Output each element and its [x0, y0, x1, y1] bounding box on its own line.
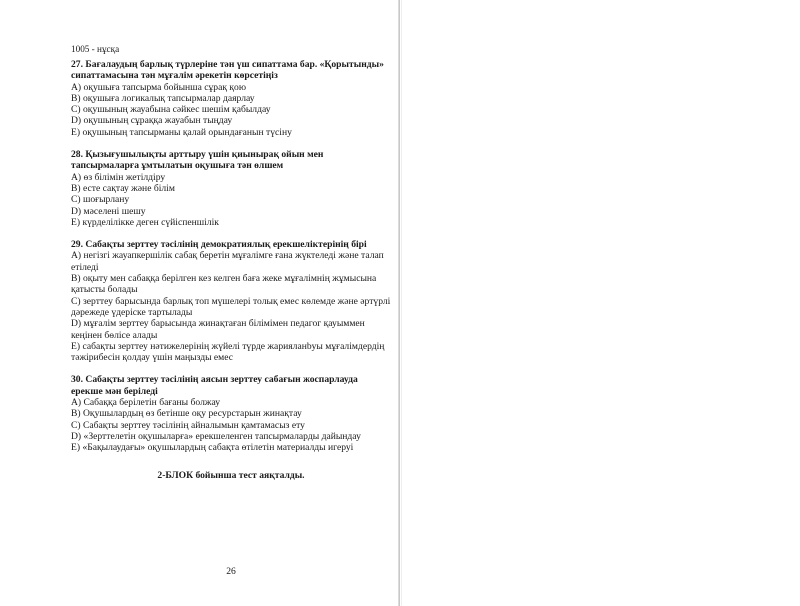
question-text: 29. Сабақты зерттеу тәсілінің демократиялық ерекшеліктерінің бірі — [71, 239, 367, 251]
question-29 — [71, 239, 391, 363]
answer-option-a: A) Сабаққа берілетін бағаны болжау — [71, 397, 221, 409]
answer-option-e: E) оқушының тапсырманы қалай орындағанын түсіну — [71, 126, 292, 138]
block-end-notice: 2-БЛОК бойынша тест аяқталды. — [157, 470, 305, 481]
answer-option-c: C) зерттеу барысында барлық топ мүшелері толық емес көлемде және әртүрлі дәрежеде үдеріске тартылады — [71, 295, 391, 318]
variant-label: 1005 - нұсқа — [71, 44, 120, 54]
question-text: 27. Бағалаудың барлық түрлеріне тән үш сипаттама бар. «Қорытынды» сипаттамасына тән мұғалім әрекетін көрсетіңіз — [71, 59, 384, 82]
left-page-content — [71, 44, 391, 454]
answer-option-b: B) оқушыға логикалық тапсырмалар даярлау — [71, 92, 255, 104]
question-text: 28. Қызығушылықты арттыру үшін қиынырақ ойын мен тапсырмаларға ұмтылатын оқушыға тән өлшем — [71, 149, 324, 172]
page-fold-divider — [398, 0, 400, 606]
answer-option-e: E) «Бақылаудағы» оқушылардың сабақта өтілетін материалды игеруі — [71, 442, 354, 454]
answer-option-a: A) оқушыға тапсырма бойынша сұрақ қою — [71, 81, 247, 93]
answer-option-d: D) «Зерттелетін оқушыларға» ерекшеленген тапсырмаларды дайындау — [71, 430, 361, 442]
answer-option-b: B) оқыту мен сабаққа берілген кез келген баға жеке мұғалімнің жұмысына қатысты болады — [71, 273, 377, 296]
answer-option-d: D) мұғалім зерттеу барысында жинақтаған білімімен педагог қауыммен кеңінен бөлісе алады — [71, 318, 365, 341]
answer-option-e: E) күрделілікке деген сүйіспеншілік — [71, 216, 219, 228]
question-30 — [71, 374, 391, 453]
answer-option-e: E) сабақты зерттеу нәтижелерінің жүйелі түрде жарияланbуы мұғалімдердің тәжірибесін қолдау үшін маңызды емес — [71, 340, 385, 364]
blank-right-page — [402, 0, 800, 606]
answer-option-b: B) Оқушылардың өз бетінше оқу ресурстарын жинақтау — [71, 408, 302, 420]
page-number: 26 — [226, 566, 236, 577]
answer-option-a: A) өз білімін жетілдіру — [71, 171, 166, 183]
answer-option-c: C) оқушының жауабына сәйкес шешім қабылдау — [71, 104, 271, 116]
answer-option-d: D) мәселені шешу — [71, 205, 146, 217]
answer-option-a: A) негізгі жауапкершілік сабақ беретін мұғалімге ғана жүктеледі және талап етіледі — [71, 250, 384, 273]
answer-option-c: C) шоғырлану — [71, 194, 130, 206]
question-text: 30. Сабақты зерттеу тәсілінің аясын зерттеу сабағын жоспарлауда ерекше мән беріледі — [71, 374, 358, 397]
answer-option-c: C) Сабақты зерттеу тәсілінің айналымын қамтамасыз ету — [71, 419, 305, 431]
question-28 — [71, 149, 391, 228]
question-27 — [71, 59, 391, 138]
answer-option-b: B) есте сақтау және білім — [71, 182, 175, 194]
answer-option-d: D) оқушының сұраққа жауабын тыңдау — [71, 115, 233, 127]
